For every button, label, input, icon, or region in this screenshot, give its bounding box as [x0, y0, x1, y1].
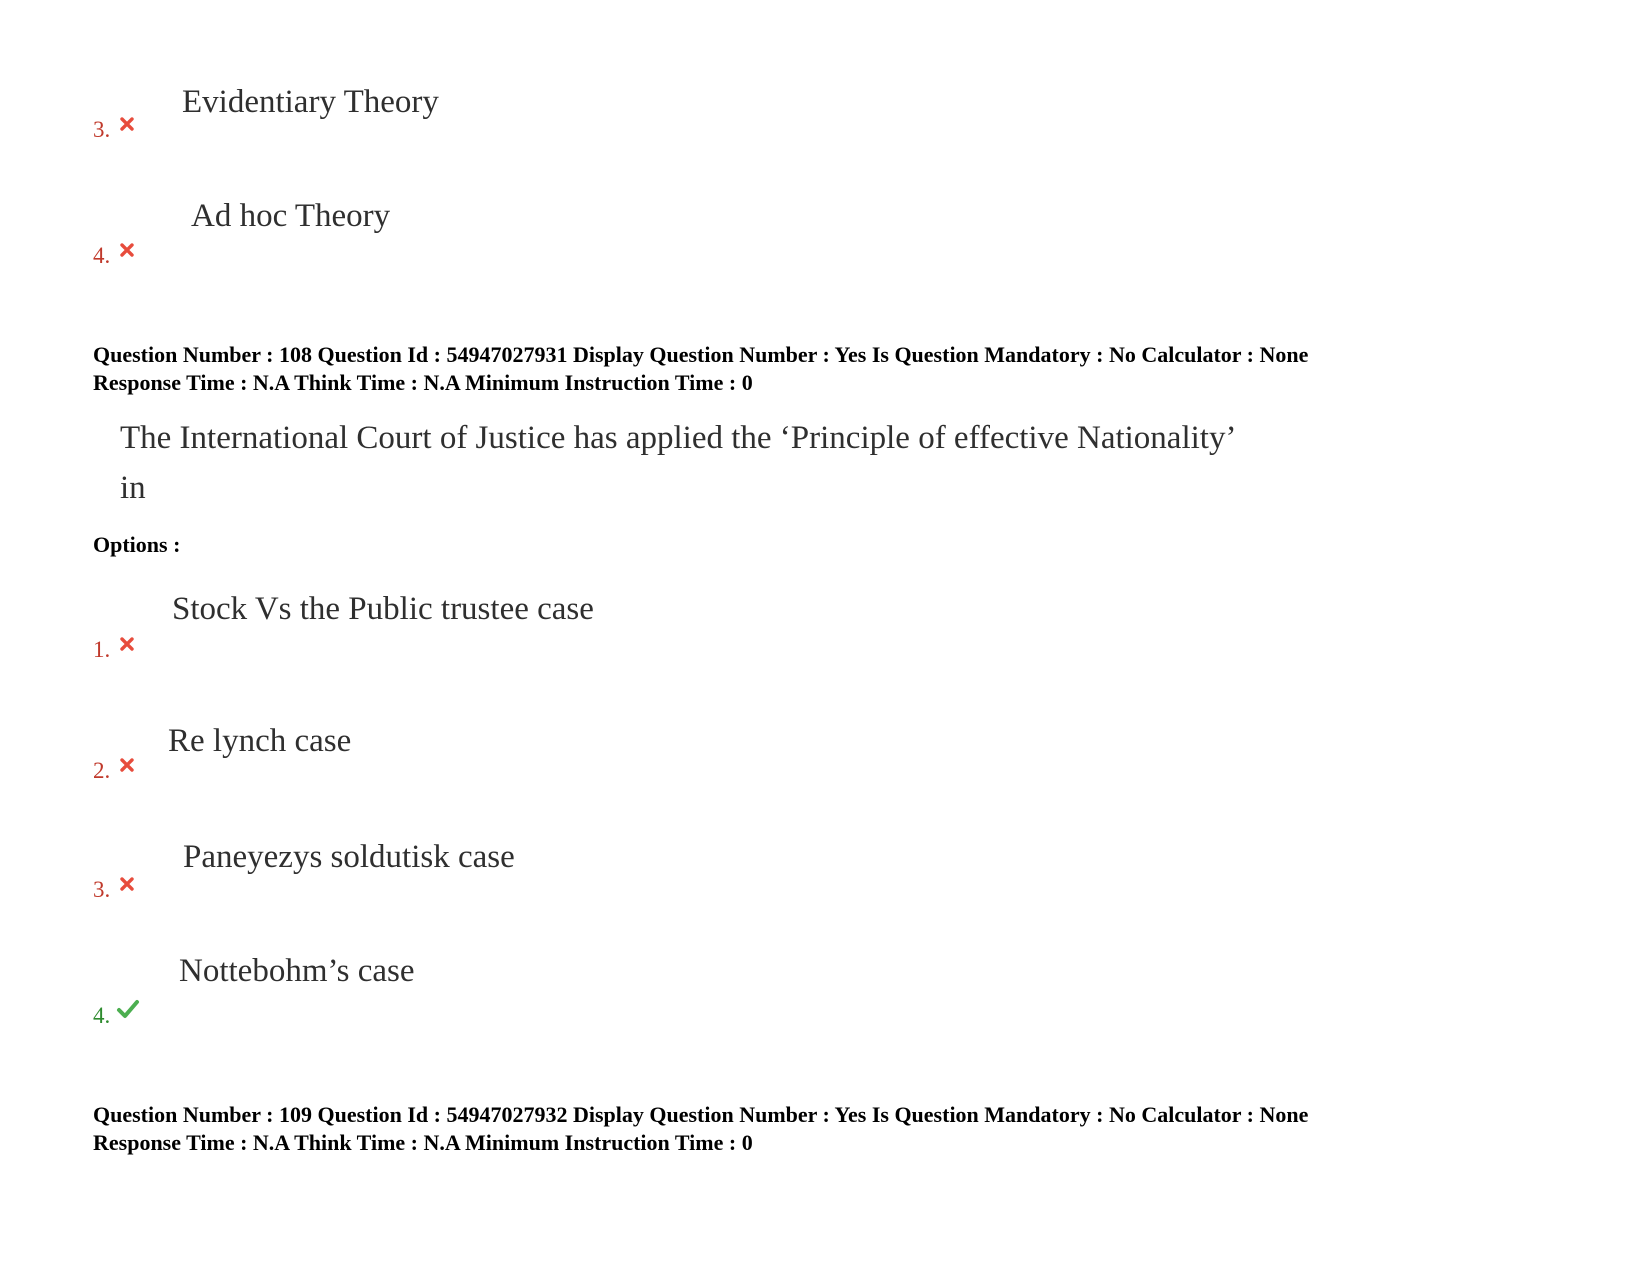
- question-text-line2: in: [120, 470, 146, 506]
- question-meta-line1: Question Number : 109 Question Id : 54947027932 Display Question Number : Yes Is Question Mandatory : No Calculator : None: [93, 1102, 1309, 1127]
- option-text: Re lynch case: [168, 723, 352, 759]
- question-text-line1: The International Court of Justice has applied the ‘Principle of effective Nationality’: [120, 420, 1237, 456]
- option-text: Stock Vs the Public trustee case: [172, 591, 594, 627]
- option-number: 4.: [93, 1003, 111, 1028]
- question-meta: [93, 341, 1308, 397]
- option-number: 4.: [93, 243, 111, 268]
- question-text: [120, 413, 1236, 513]
- check-icon: [116, 999, 140, 1019]
- option-text: Nottebohm’s case: [179, 953, 415, 989]
- question-meta-line1: Question Number : 108 Question Id : 54947027931 Display Question Number : Yes Is Question Mandatory : No Calculator : None: [93, 342, 1309, 367]
- cross-icon: [119, 876, 135, 892]
- options-label: Options :: [93, 532, 181, 557]
- question-meta: [93, 1101, 1308, 1157]
- cross-icon: [119, 242, 135, 258]
- option-text: Evidentiary Theory: [182, 84, 439, 120]
- option-number: 3.: [93, 117, 111, 142]
- cross-icon: [119, 636, 135, 652]
- cross-icon: [119, 116, 135, 132]
- option-number: 2.: [93, 758, 111, 783]
- option-number: 1.: [93, 637, 111, 662]
- question-meta-line2: Response Time : N.A Think Time : N.A Minimum Instruction Time : 0: [93, 1130, 753, 1155]
- option-number: 3.: [93, 877, 111, 902]
- cross-icon: [119, 757, 135, 773]
- question-meta-line2: Response Time : N.A Think Time : N.A Minimum Instruction Time : 0: [93, 370, 753, 395]
- option-text: Paneyezys soldutisk case: [183, 839, 515, 875]
- option-text: Ad hoc Theory: [191, 198, 391, 234]
